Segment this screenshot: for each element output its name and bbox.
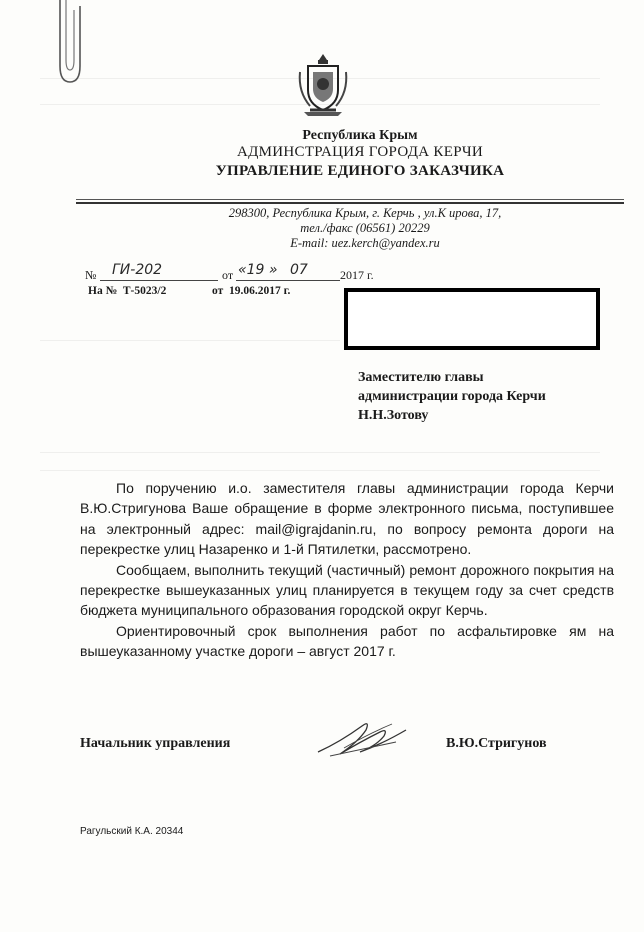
reg-date-underline: [236, 280, 340, 281]
ref-number-label: На № Т-5023/2: [88, 285, 167, 297]
handwritten-signature: [310, 712, 420, 762]
header-divider-thin: [76, 199, 624, 200]
reg-number-underline: [100, 280, 218, 281]
ref-date: от 19.06.2017 г.: [212, 285, 291, 297]
body-paragraph-3: Ориентировочный срок выполнения работ по асфальтировке ям на вышеуказанному участке дороги – август 2017 г.: [80, 622, 614, 660]
addressee-name: Н.Н.Зотову: [358, 408, 429, 423]
reg-from-label: от: [222, 268, 234, 282]
ref-date-value: 19.06.2017 г.: [229, 285, 291, 297]
reg-year: 2017 г.: [340, 268, 374, 282]
addressee-line-1: Заместителю главы: [358, 370, 484, 385]
signatory-name: В.Ю.Стригунов: [446, 736, 547, 751]
body-paragraph-1: По поручению и.о. заместителя главы администрации города Керчи В.Ю.Стригунова Ваше обращение в форме электронного письма, поступившее на электронный адрес: mail@igrajdanin.ru, по вопросу ремонта дороги на перекрестке улиц Назаренко и 1-й Пятилетки, рассмотрено.: [80, 480, 614, 558]
letter-body: [80, 478, 614, 662]
header-republic: Республика Крым: [302, 128, 418, 143]
signatory-title: Начальник управления: [80, 736, 231, 751]
address-phone: тел./факс (06561) 20229: [300, 221, 430, 235]
reg-number-value: ГИ-202: [112, 262, 163, 278]
reg-day: «19 »: [238, 262, 278, 278]
reg-number-label: №: [85, 268, 97, 282]
header-divider-thick: [76, 202, 624, 204]
redaction-box: [344, 288, 600, 350]
coat-of-arms-emblem: [296, 52, 350, 116]
header-department: УПРАВЛЕНИЕ ЕДИНОГО ЗАКАЗЧИКА: [215, 163, 505, 179]
executor-info: Рагульский К.А. 20344: [80, 826, 184, 837]
address-email: E-mail: uez.kerch@yandex.ru: [290, 236, 440, 250]
paper-clip-icon: [52, 0, 86, 86]
addressee-line-2: администрации города Керчи: [358, 389, 546, 404]
body-paragraph-2: Сообщаем, выполнить текущий (частичный) ремонт дорожного покрытия на перекрестке вышеуказанных улиц планируется в текущем году за счет средств бюджета муниципального образования городской округ Керчь.: [80, 561, 614, 619]
ref-number-value: Т-5023/2: [122, 285, 167, 297]
header-administration: АДМИНСТРАЦИЯ ГОРОДА КЕРЧИ: [236, 144, 484, 160]
reg-month: 07: [290, 262, 308, 278]
address-line-1: 298300, Республика Крым, г. Керчь , ул.К ирова, 17,: [228, 206, 502, 220]
